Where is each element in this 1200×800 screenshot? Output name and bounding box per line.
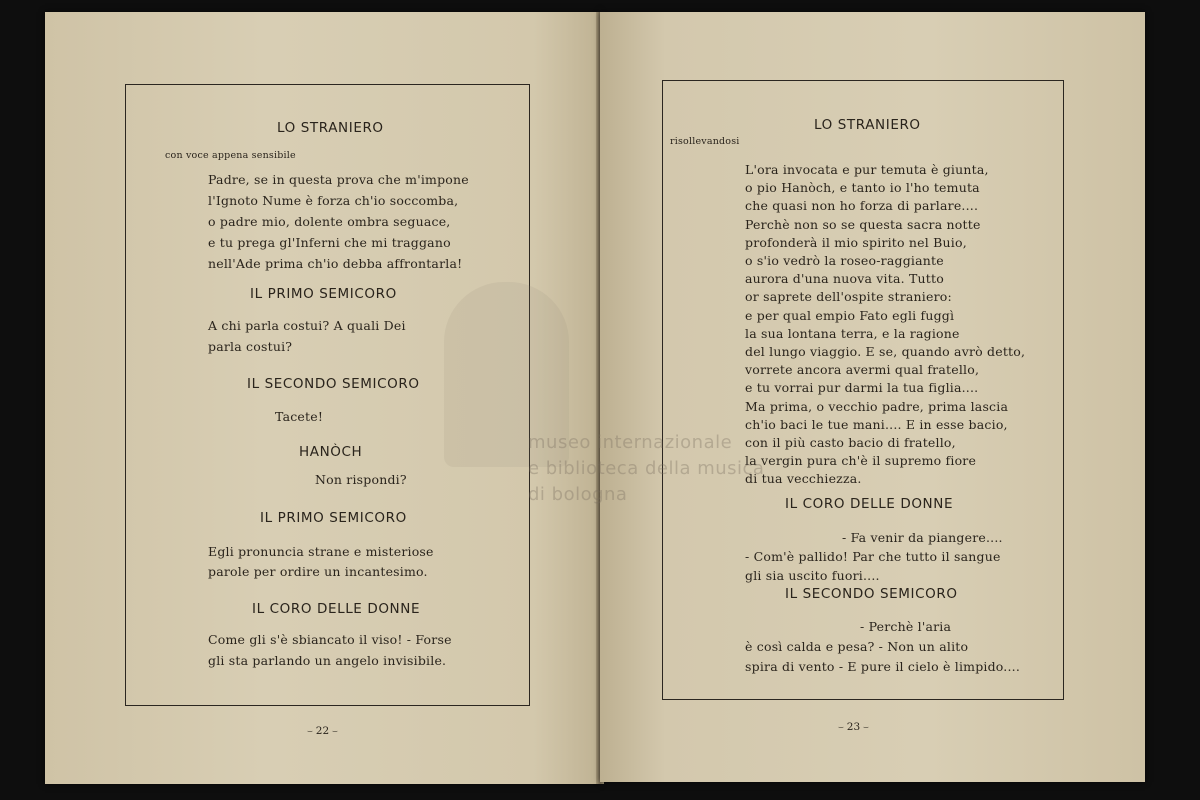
watermark-line2: e biblioteca della musica [528, 458, 765, 479]
right-speech1-line: di tua vecchiezza. [745, 471, 862, 487]
right-heading-secondo-semicoro: IL SECONDO SEMICORO [785, 586, 958, 602]
right-speech1-line: o pio Hanòch, e tanto io l'ho temuta [745, 180, 980, 196]
left-heading-lo-straniero: LO STRANIERO [277, 120, 384, 136]
left-speech3-line: Tacete! [275, 409, 324, 424]
watermark-line1: museo internazionale [528, 432, 733, 453]
left-speech5-line: parole per ordire un incantesimo. [208, 564, 428, 579]
right-speech2-line: - Com'è pallido! Par che tutto il sangue [745, 549, 1001, 564]
right-speech1-line: del lungo viaggio. E se, quando avrò detto, [745, 344, 1026, 359]
right-speech1-line: la sua lontana terra, e la ragione [745, 325, 960, 341]
left-speech2-line: parla costui? [208, 339, 293, 354]
right-speech1-line: Perchè non so se questa sacra notte [745, 216, 981, 232]
right-speech1-line: ch'io baci le tue mani.... E in esse bacio, [745, 416, 1008, 432]
watermark-line3: di bologna [528, 484, 628, 505]
right-stage-direction: risollevandosi [670, 136, 740, 147]
right-heading-lo-straniero: LO STRANIERO [814, 117, 921, 133]
right-speech1-line: la vergin pura ch'è il supremo fiore [745, 453, 977, 469]
right-page-number: ⌣ 23 ⌣ [838, 721, 869, 733]
left-speech6-line: gli sta parlando un angelo invisibile. [208, 653, 447, 668]
right-speech1-line: e per qual empio Fato egli fuggì [745, 307, 955, 323]
right-speech1-line: o s'io vedrò la roseo-raggiante [745, 253, 944, 268]
left-page-number: ⌣ 22 ⌣ [307, 725, 338, 737]
right-speech1-line: e tu vorrai pur darmi la tua figlia.... [745, 380, 979, 396]
left-heading-secondo-semicoro: IL SECONDO SEMICORO [247, 376, 420, 392]
left-speech1-line: e tu prega gl'Inferni che mi traggano [208, 235, 451, 250]
left-stage-direction: con voce appena sensibile [165, 150, 296, 161]
right-speech1-line: profonderà il mio spirito nel Buio, [745, 234, 967, 250]
right-speech3-line: spira di vento - E pure il cielo è limpido.... [745, 659, 1020, 674]
right-speech3-line: è così calda e pesa? - Non un alito [745, 639, 969, 654]
right-speech3-line: - Perchè l'aria [860, 619, 952, 634]
right-page-number-value: 23 [846, 721, 861, 733]
right-page [600, 12, 1145, 782]
left-speech4-line: Non rispondi? [315, 472, 407, 487]
right-heading-coro-donne: IL CORO DELLE DONNE [785, 496, 954, 512]
right-speech1-line: con il più casto bacio di fratello, [745, 435, 956, 450]
right-speech1-line: or saprete dell'ospite straniero: [745, 289, 952, 305]
left-speech2-line: A chi parla costui? A quali Dei [208, 318, 406, 333]
left-speech6-line: Come gli s'è sbiancato il viso! - Forse [208, 632, 452, 647]
left-speech5-line: Egli pronuncia strane e misteriose [208, 544, 434, 559]
right-speech2-line: - Fa venir da piangere.... [842, 530, 1003, 545]
right-speech2-line: gli sia uscito fuori.... [745, 568, 880, 583]
left-heading-hanoch: HANÒCH [299, 444, 363, 460]
left-speech1-line: o padre mio, dolente ombra seguace, [208, 214, 451, 229]
right-speech1-line: L'ora invocata e pur temuta è giunta, [745, 162, 989, 177]
left-speech1-line: l'Ignoto Nume è forza ch'io soccomba, [208, 193, 459, 208]
right-speech1-line: Ma prima, o vecchio padre, prima lascia [745, 398, 1009, 414]
left-heading-primo-semicoro-2: IL PRIMO SEMICORO [260, 510, 407, 526]
right-speech1-line: vorrete ancora avermi qual fratello, [745, 362, 980, 378]
right-speech1-line: che quasi non ho forza di parlare.... [745, 198, 979, 214]
left-page-number-value: 22 [315, 725, 330, 737]
left-heading-coro-donne: IL CORO DELLE DONNE [252, 601, 421, 617]
left-speech1-line: nell'Ade prima ch'io debba affrontarla! [208, 256, 463, 271]
left-speech1-line: Padre, se in questa prova che m'impone [208, 172, 469, 187]
right-speech1-line: aurora d'una nuova vita. Tutto [745, 271, 944, 287]
left-heading-primo-semicoro: IL PRIMO SEMICORO [250, 286, 397, 302]
